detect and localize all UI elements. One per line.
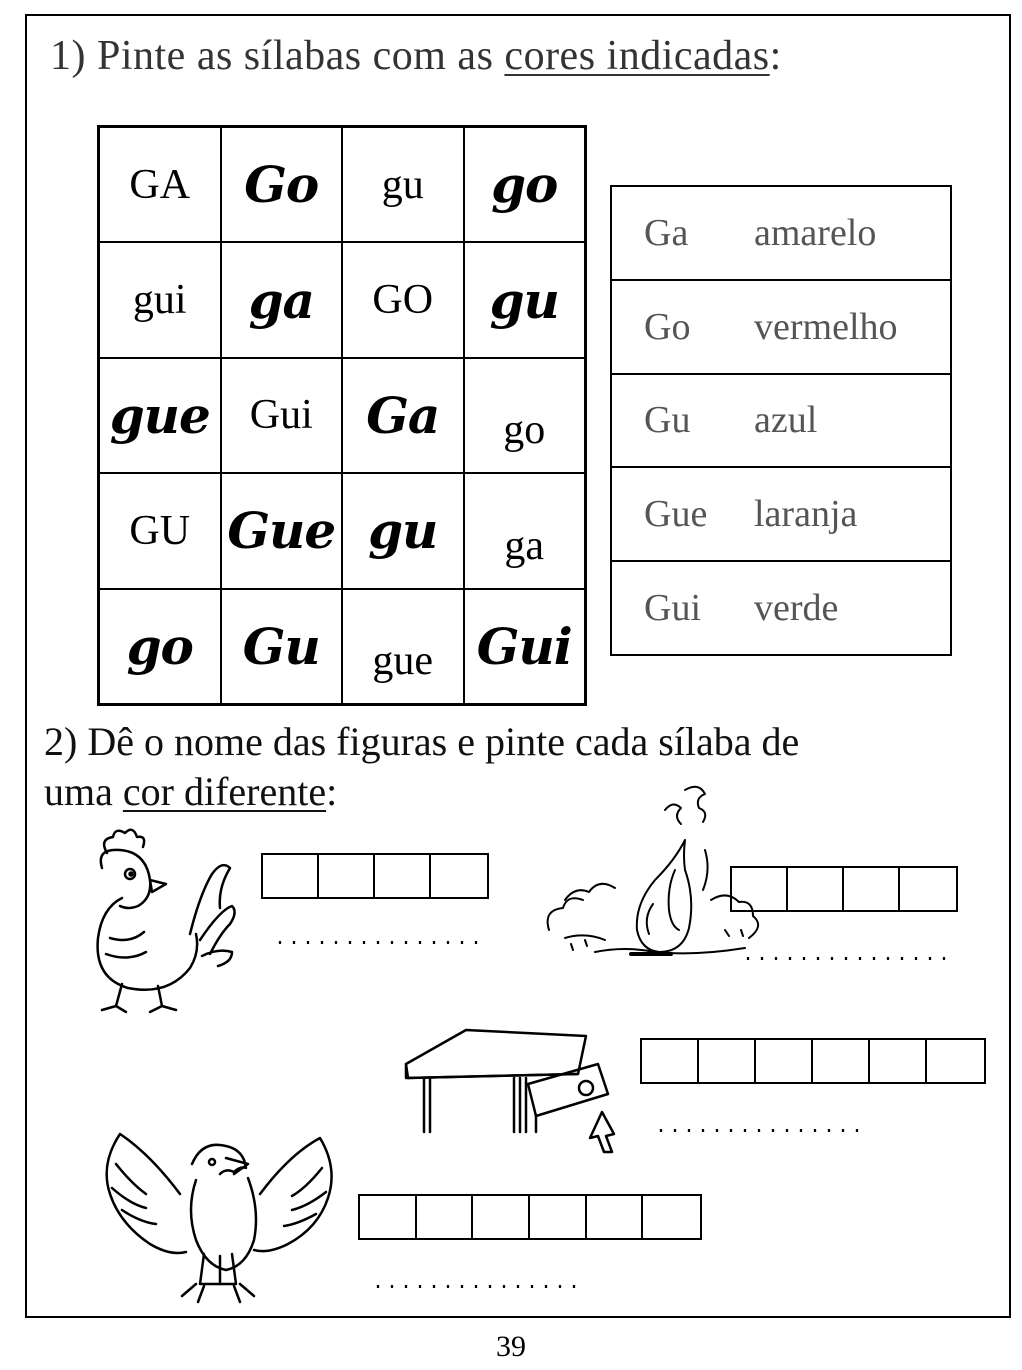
exercise-2-title-line-2 — [44, 768, 337, 815]
letter-box[interactable] — [587, 1196, 644, 1238]
exercise-2-title-underlined: cor diferente — [122, 769, 327, 814]
letter-box[interactable] — [375, 855, 431, 897]
grid-cell[interactable]: GO — [342, 242, 464, 357]
letter-box[interactable] — [642, 1040, 699, 1082]
letter-box[interactable] — [473, 1196, 530, 1238]
letter-box[interactable] — [699, 1040, 756, 1082]
letter-box[interactable] — [643, 1196, 700, 1238]
exercise-2-title-colon: : — [326, 769, 338, 814]
grid-cell[interactable]: Go — [221, 127, 343, 242]
legend-syllable: Gue — [644, 493, 708, 536]
exercise-1-title-colon: : — [769, 33, 782, 79]
legend-color-name: vermelho — [754, 305, 898, 348]
letter-box[interactable] — [263, 855, 319, 897]
grid-cell[interactable]: gue — [342, 589, 464, 704]
letter-boxes — [261, 853, 489, 899]
legend-row — [612, 468, 950, 562]
letter-box[interactable] — [530, 1196, 587, 1238]
letter-box[interactable] — [870, 1040, 927, 1082]
color-legend — [610, 185, 952, 656]
letter-box[interactable] — [900, 868, 956, 910]
rooster-icon — [62, 828, 242, 1018]
legend-color-name: azul — [754, 399, 818, 442]
grid-cell[interactable]: Gui — [464, 589, 586, 704]
letter-box[interactable] — [927, 1040, 984, 1082]
letter-box[interactable] — [319, 855, 375, 897]
exercise-1-title — [50, 32, 782, 80]
grid-cell[interactable]: go — [99, 589, 221, 704]
legend-color-name: laranja — [754, 493, 858, 536]
grid-cell[interactable]: Gu — [221, 589, 343, 704]
exercise-1-title-underlined: cores indicadas — [504, 33, 770, 79]
letter-boxes — [640, 1038, 986, 1084]
grid-cell[interactable]: go — [464, 358, 586, 473]
legend-color-name: amarelo — [754, 211, 877, 254]
letter-box[interactable] — [431, 855, 487, 897]
letter-box[interactable] — [360, 1196, 417, 1238]
syllable-grid — [97, 125, 587, 706]
answer-line[interactable]: ............... — [372, 1272, 583, 1295]
stove-icon — [398, 1024, 628, 1154]
exercise-1-title-text: 1) Pinte as sílabas com as — [50, 33, 505, 79]
grid-cell[interactable]: gue — [99, 358, 221, 473]
legend-syllable: Gu — [644, 399, 691, 442]
legend-row — [612, 375, 950, 469]
grid-cell[interactable]: gu — [342, 127, 464, 242]
eagle-icon — [100, 1124, 345, 1314]
legend-color-name: verde — [754, 587, 839, 630]
letter-box[interactable] — [813, 1040, 870, 1082]
grid-cell[interactable]: gu — [342, 473, 464, 588]
grid-cell[interactable]: Gue — [221, 473, 343, 588]
answer-line[interactable]: ............... — [274, 928, 485, 951]
grid-cell[interactable]: Ga — [342, 358, 464, 473]
grid-cell[interactable]: go — [464, 127, 586, 242]
answer-line[interactable]: ............... — [655, 1116, 866, 1139]
letter-box[interactable] — [732, 868, 788, 910]
legend-syllable: Ga — [644, 211, 689, 254]
grid-cell[interactable]: ga — [221, 242, 343, 357]
legend-syllable: Gui — [644, 587, 701, 630]
letter-boxes — [730, 866, 958, 912]
legend-row — [612, 562, 950, 654]
grid-cell[interactable]: GA — [99, 127, 221, 242]
grid-cell[interactable]: gui — [99, 242, 221, 357]
grid-cell[interactable]: GU — [99, 473, 221, 588]
legend-syllable: Go — [644, 305, 691, 348]
grid-cell[interactable]: Gui — [221, 358, 343, 473]
answer-line[interactable]: ............... — [742, 944, 953, 967]
exercise-2-title-text: uma — [44, 769, 123, 814]
page-number: 39 — [496, 1330, 526, 1363]
letter-box[interactable] — [756, 1040, 813, 1082]
letter-box[interactable] — [417, 1196, 474, 1238]
letter-box[interactable] — [788, 868, 844, 910]
grid-cell[interactable]: gu — [464, 242, 586, 357]
legend-row — [612, 187, 950, 281]
letter-boxes — [358, 1194, 702, 1240]
exercise-2-title-line-1: 2) Dê o nome das figuras e pinte cada sílaba de — [44, 719, 800, 764]
legend-row — [612, 281, 950, 375]
grid-cell[interactable]: ga — [464, 473, 586, 588]
letter-box[interactable] — [844, 868, 900, 910]
